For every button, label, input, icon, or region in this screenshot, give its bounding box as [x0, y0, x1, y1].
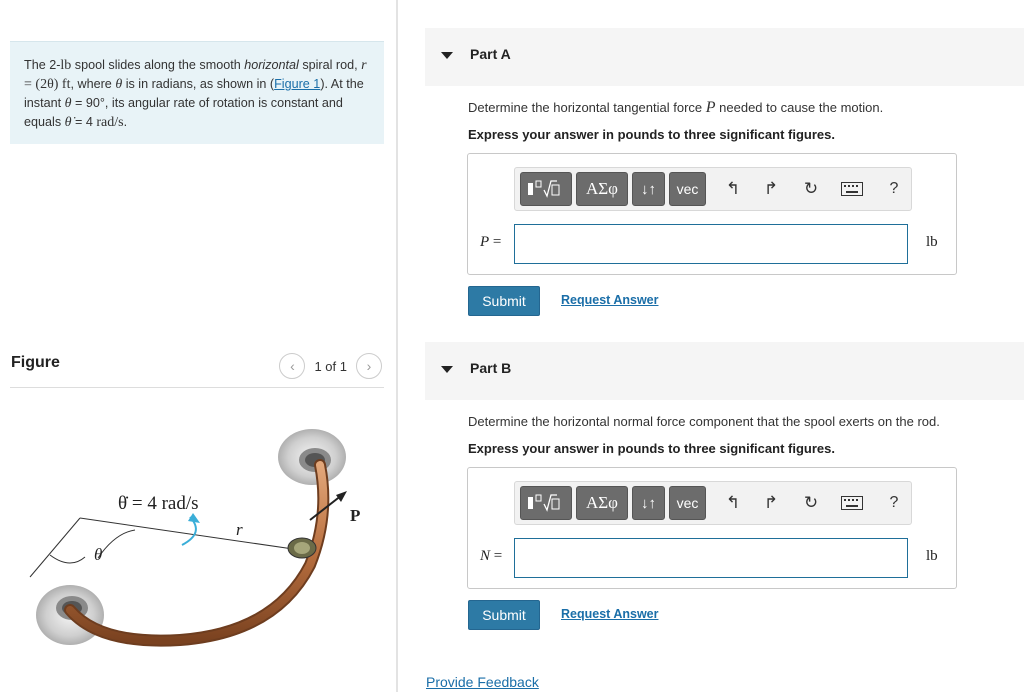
- collapse-triangle-icon[interactable]: [441, 52, 453, 59]
- question-text: needed to cause the motion.: [715, 100, 884, 115]
- problem-text: The 2-: [24, 58, 61, 72]
- r-label: r: [236, 520, 243, 539]
- part-a-request-answer-link[interactable]: Request Answer: [561, 293, 659, 307]
- math-toolbar: [514, 167, 912, 211]
- templates-icon: [526, 492, 566, 514]
- arrows-button[interactable]: ↓↑: [632, 486, 665, 520]
- figure-header: [10, 350, 384, 388]
- templates-button[interactable]: [520, 172, 572, 206]
- figure-link[interactable]: Figure 1: [274, 77, 321, 91]
- problem-text: spiral rod,: [298, 58, 362, 72]
- keyboard-icon[interactable]: [839, 490, 865, 516]
- angle-value: = 90°: [71, 96, 105, 110]
- part-b-answer-box: [467, 467, 957, 589]
- math-var-theta-dot: θ̇: [64, 115, 72, 130]
- reset-icon[interactable]: ↻: [803, 179, 819, 198]
- equals-sign: =: [490, 548, 503, 564]
- question-text: Determine the horizontal tangential force: [468, 100, 706, 115]
- part-b-answer-input[interactable]: [514, 538, 908, 578]
- part-a-answer-input[interactable]: [514, 224, 908, 264]
- math-var-theta: θ: [115, 77, 123, 92]
- arrows-button[interactable]: ↓↑: [632, 172, 665, 206]
- problem-text: .: [123, 115, 128, 129]
- problem-text: spool slides along the smooth: [71, 58, 245, 72]
- vec-button[interactable]: vec: [669, 172, 706, 206]
- help-icon[interactable]: ?: [889, 180, 899, 197]
- var-p: P: [480, 234, 490, 250]
- provide-feedback-link[interactable]: Provide Feedback: [426, 674, 539, 690]
- unit-label: lb: [926, 234, 938, 250]
- chevron-right-icon[interactable]: ›: [356, 353, 382, 379]
- part-a-header[interactable]: [425, 28, 1024, 86]
- problem-text: , where: [70, 77, 116, 91]
- redo-icon[interactable]: ↱: [763, 493, 779, 512]
- vec-button[interactable]: vec: [669, 486, 706, 520]
- part-a-question: [468, 99, 883, 117]
- figure-pager: [279, 353, 382, 379]
- undo-icon[interactable]: ↰: [725, 493, 741, 512]
- chevron-left-icon[interactable]: ‹: [279, 353, 305, 379]
- part-b-request-answer-link[interactable]: Request Answer: [561, 607, 659, 621]
- collapse-triangle-icon[interactable]: [441, 366, 453, 373]
- part-a-instruction: Express your answer in pounds to three significant figures.: [468, 127, 835, 142]
- rate-label: θ̇ = 4 rad/s: [118, 493, 199, 514]
- unit-label: lb: [926, 548, 938, 564]
- spiral-rod: [70, 465, 323, 641]
- var-n: N: [480, 548, 491, 564]
- math-r-expr: (2θ) ft: [35, 77, 71, 92]
- axis-lines: [30, 518, 300, 577]
- part-a-label: Part A: [470, 46, 511, 62]
- top-support-rock: [278, 429, 346, 485]
- problem-statement: [10, 41, 384, 144]
- math-var-p: P: [705, 99, 716, 116]
- part-b-instruction: Express your answer in pounds to three significant figures.: [468, 441, 835, 456]
- problem-text: ). At the instant: [24, 77, 364, 110]
- figure-title: Figure: [11, 354, 60, 371]
- answer-variable-label: [480, 548, 502, 565]
- greek-symbols-button[interactable]: ΑΣφ: [576, 486, 628, 520]
- templates-button[interactable]: [520, 486, 572, 520]
- help-icon[interactable]: ?: [889, 494, 899, 511]
- math-toolbar: [514, 481, 912, 525]
- theta-label: θ: [94, 545, 103, 564]
- problem-emphasis: horizontal: [244, 58, 299, 72]
- part-b-header[interactable]: [425, 342, 1024, 400]
- problem-text: is in radians, as shown in (: [122, 77, 275, 91]
- problem-text: , its angular rate of rotation is constant and equals: [24, 96, 343, 129]
- math-var-r: r: [361, 58, 367, 73]
- left-pane: [0, 0, 397, 692]
- weight-unit: lb: [60, 58, 72, 73]
- templates-icon: [526, 178, 566, 200]
- rate-value: = 4: [71, 115, 97, 129]
- undo-icon[interactable]: ↰: [725, 179, 741, 198]
- page-count: 1 of 1: [314, 358, 347, 374]
- greek-symbols-button[interactable]: ΑΣφ: [576, 172, 628, 206]
- equals-sign: =: [489, 234, 502, 250]
- pane-divider: [396, 0, 398, 692]
- part-b-label: Part B: [470, 360, 512, 376]
- spool: [288, 538, 316, 558]
- part-a-submit-button[interactable]: Submit: [468, 286, 540, 316]
- math-eq: =: [24, 77, 36, 92]
- rate-unit: rad/s: [96, 115, 124, 130]
- spiral-rod-figure: [10, 405, 390, 687]
- redo-icon[interactable]: ↱: [763, 179, 779, 198]
- part-a-answer-box: [467, 153, 957, 275]
- p-label: P: [350, 506, 361, 525]
- part-b-submit-button[interactable]: Submit: [468, 600, 540, 630]
- math-var-theta: θ: [64, 96, 72, 111]
- answer-variable-label: [480, 234, 501, 251]
- part-b-question: Determine the horizontal normal force component that the spool exerts on the rod.: [468, 414, 940, 429]
- reset-icon[interactable]: ↻: [803, 493, 819, 512]
- keyboard-icon[interactable]: [839, 176, 865, 202]
